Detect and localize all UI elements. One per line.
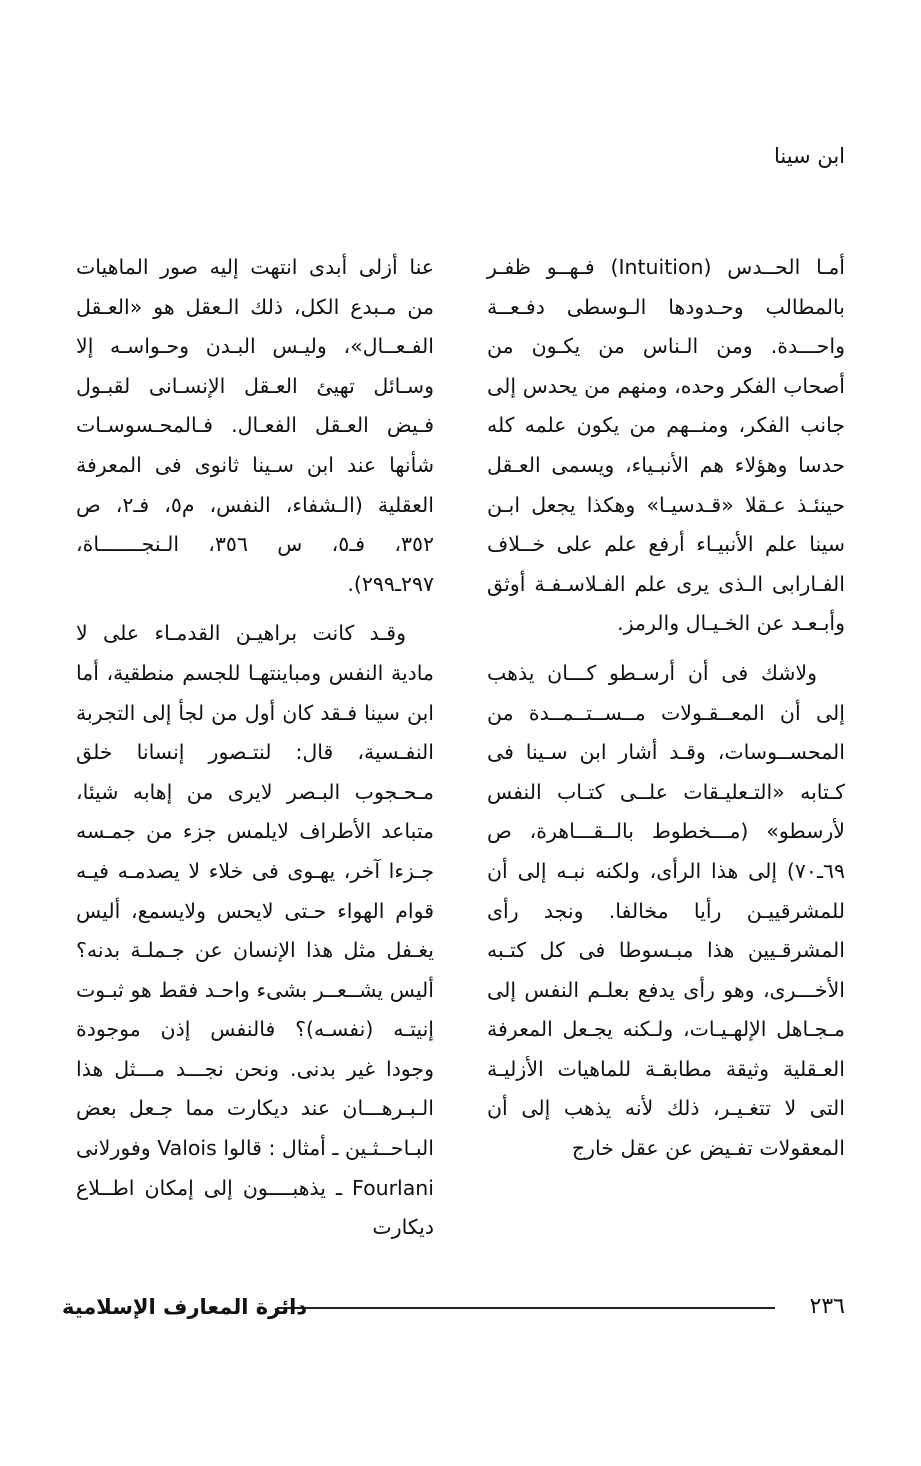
right-column: [487, 248, 845, 1169]
right-column-paragraph-1: أمـا الحــدس (Intuition) فـهــو ظفـر بالمطالب وحـدودها الـوسطى دفـعــة واحـــدة. ومن الـناس من يكـون من أصحاب الفكر وحده، ومنهم من يحدس إلى جانب الفكر، ومنــهم من يكون علمه كله حدسا وهؤلاء هم الأنبـياء، ويسمى العـقل حينئـذ عـقلا «قـدسيـا» وهكذا يجعل ابـن سينا علم الأنبيـاء أرفع علم على خــلاف الفـارابى الـذى يرى علم الفـلاسـفـة أوثق وأبـعـد عن الخـيـال والرمز.: [487, 255, 845, 636]
left-column-paragraph-1: عنا أزلى أبدى انتهت إليه صور الماهيات من مـبدع الكل، ذلك الـعقل هو «العـقل الفـعــال»، وليـس البـدن وحـواسـه إلا وسـائل تهيئ العـقل الإنسـانى لقبـول فـيض العـقل الفعـال. فـالمحـسوسـات شأنها عند ابن سـينا ثانوى فى المعرفة العقلية (الـشفاء، النفس، م٥، فـ٢، ص ٣٥٢، فـ٥، س ٣٥٦، الـنجـــــــاة، ٢٩٧ـ٢٩٩).: [76, 255, 434, 596]
journal-title: دائرة المعارف الإسلامية: [62, 1295, 308, 1319]
page-footer: [62, 1290, 845, 1326]
footer-rule: [277, 1307, 775, 1309]
page-number: ٢٣٦: [809, 1294, 845, 1319]
left-column-paragraph-2: وقـد كانت براهيـن القدمـاء على لا مادية النفس ومباينتهـا للجسم منطقية، أما ابن سينا فـقد كان أول من لجأ إلى التجربة النفـسية، قال: لنتـصور إنسانا خلق مـحـجوب البـصر لايرى من إهابه شيئا، متباعد الأطراف لايلمس جزء من جمـسه جـزءا آخر، يهـوى فى خلاء لا يصدمـه فيـه قوام الهواء حـتى لايحس ولايسمع، أليس يغـفل مثل هذا الإنسان عن جـملـة بدنه؟ أليس يشــعــر بشىء واحـد فقط هو ثبـوت إنيتـه (نفسـه)؟ فالنفس إذن موجودة وجودا غير بدنى. ونحن نجـــد مـــثل هذا الـبـرهـــان عند ديكارت مما جـعل بعض البـاحــثـين ـ أمثال : قالوا Valois وفورلانى Fourlani ـ يذهبــــون إلى إمكان اطــلاع ديكارت: [76, 621, 434, 1240]
left-column: [76, 248, 434, 1248]
right-column-paragraph-2: ولاشك فى أن أرسـطو كـــان يذهب إلى أن المعــقـولات مــســتــمــدة من المحســوسات، وقـد أشار ابن سـينا فى كـتابه «التـعليـقات علــى كتـاب النفس لأرسطو» (مـــخطوط بالــقـــاهرة، ص ٦٩ـ٧٠) إلى هذا الرأى، ولكنه نبـه إلى أن للمشرقييـن رأيا مخالفا. ونجد رأى المشرقـيين هذا مبـسوطا فى كل كتـبه الأخـــرى، وهو رأى يدفع بعلـم النفس إلى مـجـاهل الإلهـيـات، ولـكنه يجـعل المعرفة العـقلية وثيقة مطابقـة للماهيات الأزليـة التى لا تتغـيـر، ذلك لأنه يذهب إلى أن المعقولات تفـيض عن عقل خارج: [487, 660, 845, 1161]
running-head: ابن سينا: [773, 144, 845, 168]
